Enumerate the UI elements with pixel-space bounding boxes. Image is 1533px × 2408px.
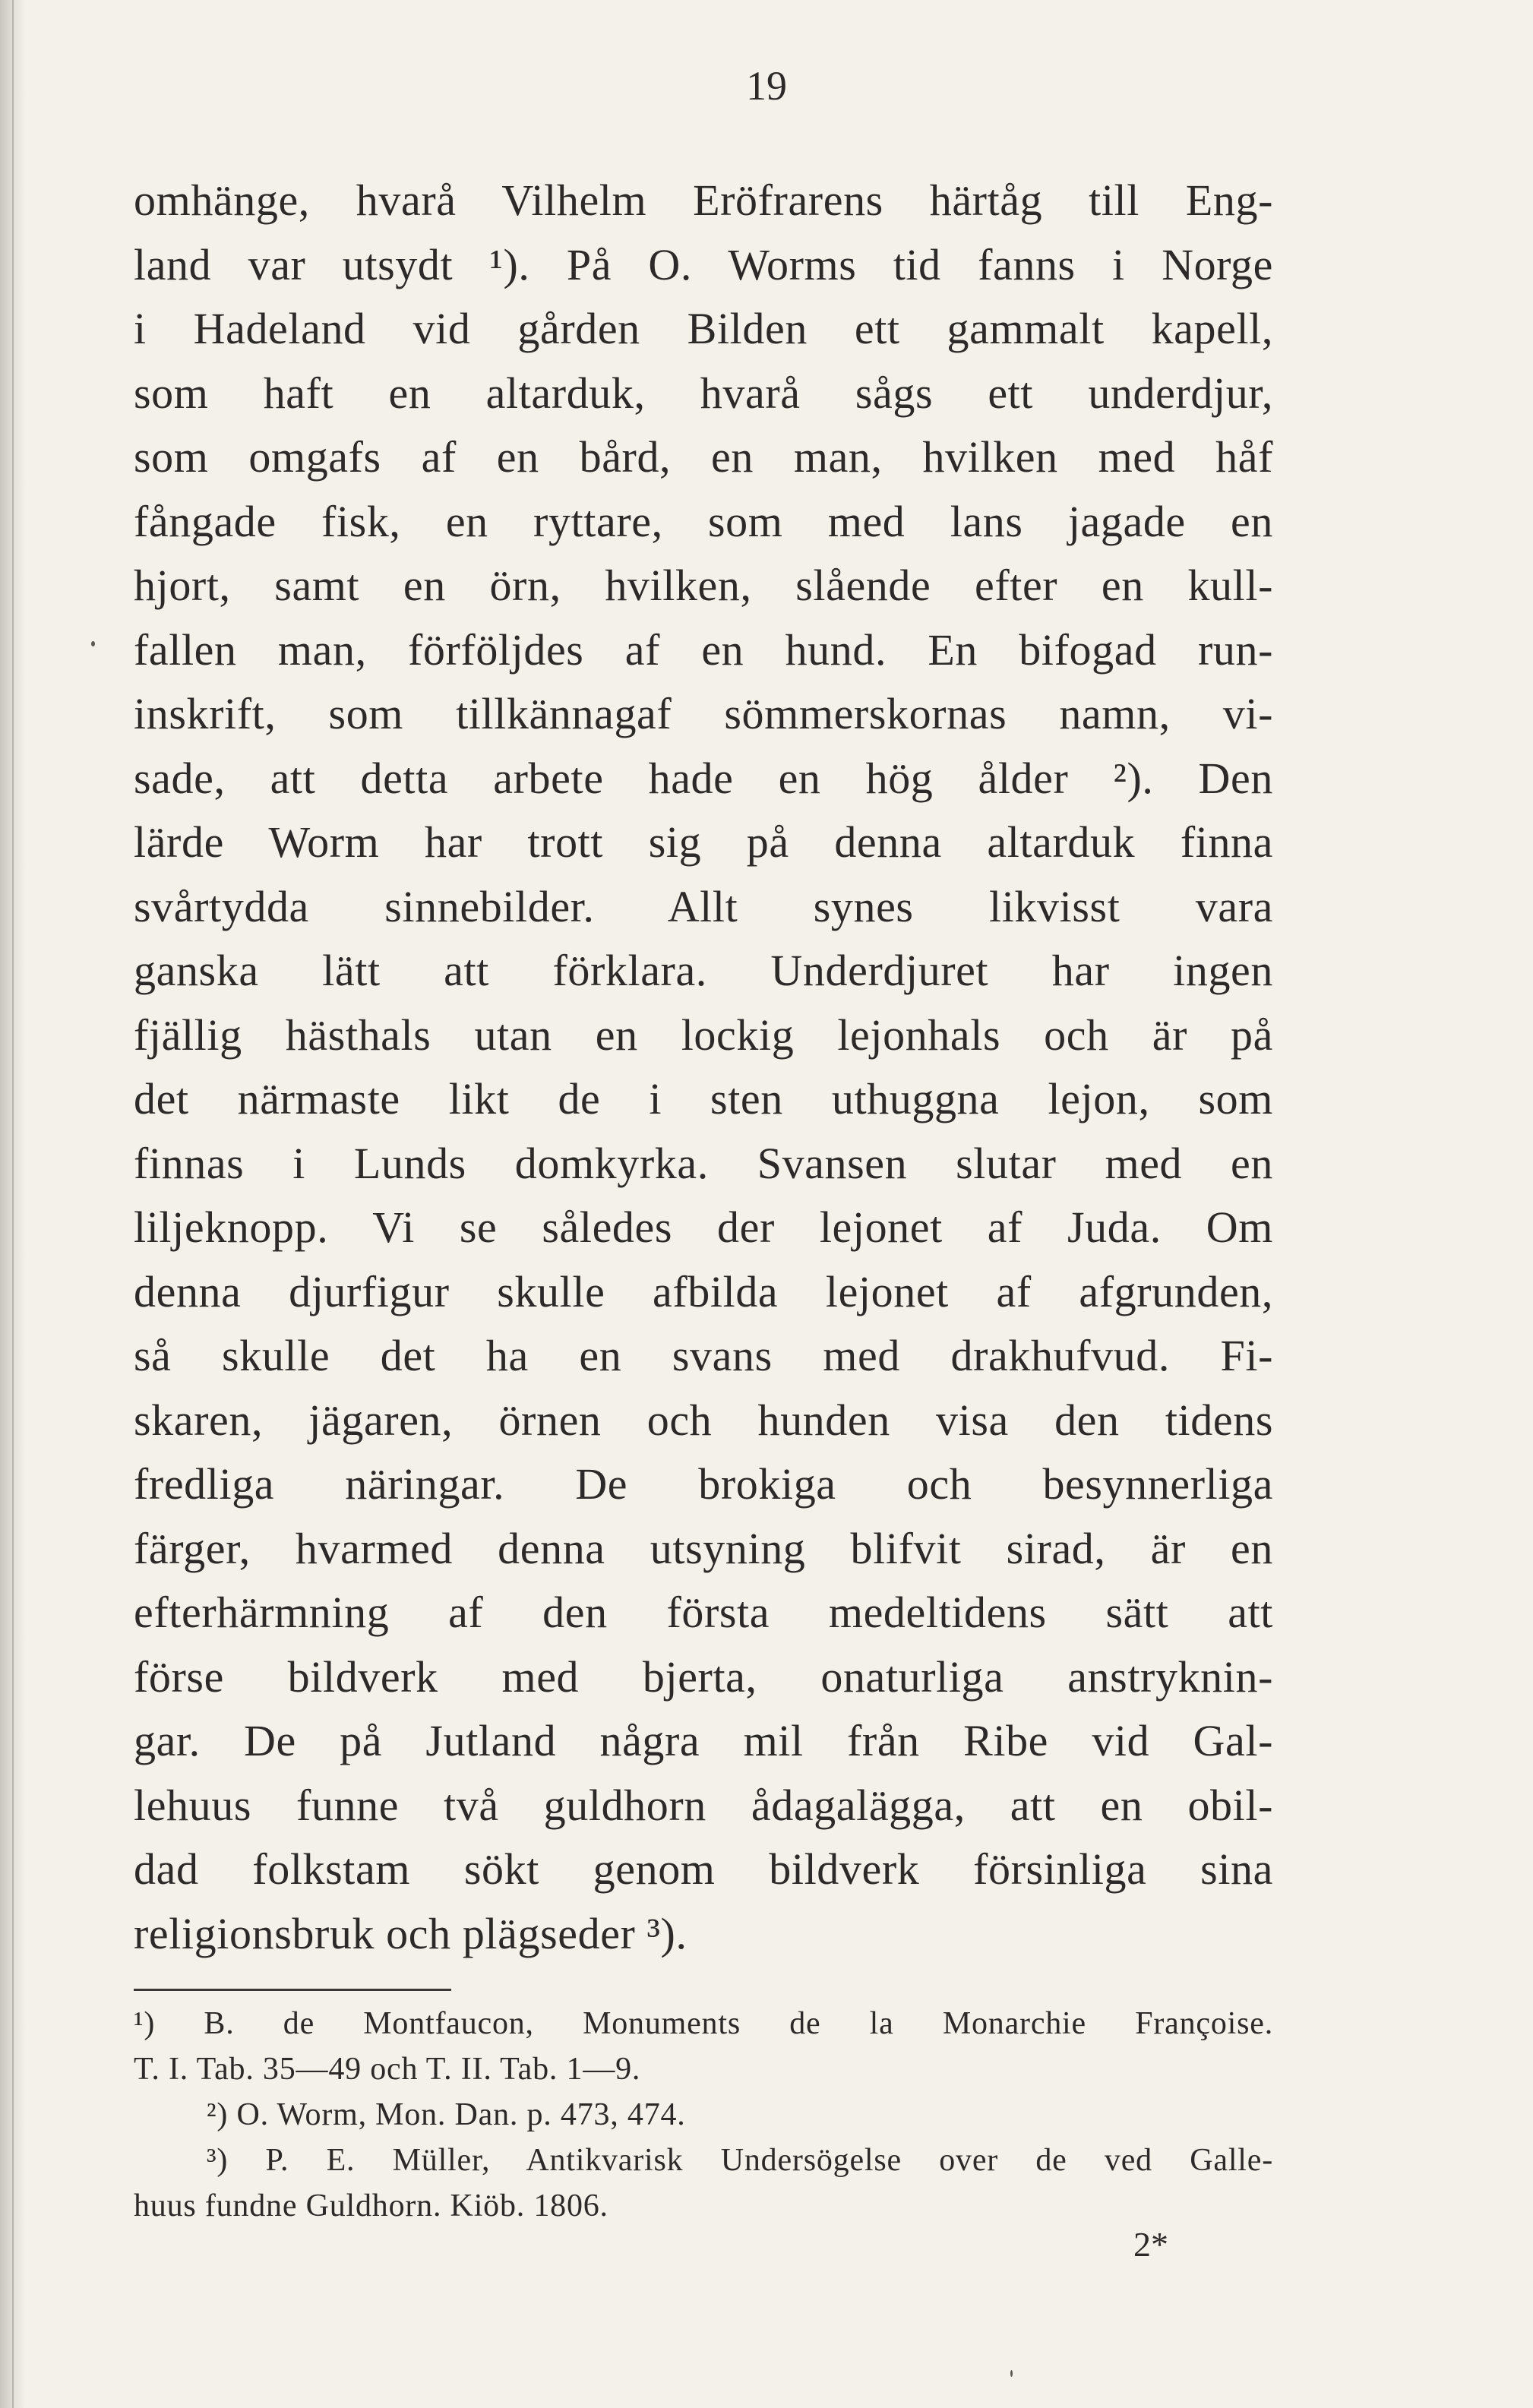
signature-mark: 2* <box>1133 2225 1168 2264</box>
text-line: denna djurfigur skulle afbilda lejonet af afgrunden, <box>134 1266 1273 1316</box>
text-line: dad folkstam sökt genom bildverk försinliga sina <box>134 1844 1273 1894</box>
text-line: finnas i Lunds domkyrka. Svansen slutar med en <box>134 1138 1273 1188</box>
footnotes <box>134 2001 1273 2229</box>
footnote-line: huus fundne Guldhorn. Kiöb. 1806. <box>134 2188 608 2223</box>
text-line: som haft en altarduk, hvarå sågs ett underdjur, <box>134 368 1273 418</box>
text-line: religionsbruk och plägseder ³). <box>134 1908 687 1958</box>
text-line: fjällig hästhals utan en lockig lejonhals och är på <box>134 1010 1273 1060</box>
text-line: inskrift, som tillkännagaf sömmerskornas namn, vi- <box>134 689 1273 738</box>
footnote-line: ²) O. Worm, Mon. Dan. p. 473, 474. <box>207 2097 686 2132</box>
text-line: hjort, samt en örn, hvilken, slående efter en kull- <box>134 561 1273 610</box>
footnote-divider <box>134 1989 451 1991</box>
text-line: gar. De på Jutland några mil från Ribe vid Gal- <box>134 1716 1273 1765</box>
text-line: så skulle det ha en svans med drakhufvud. Fi- <box>134 1331 1273 1380</box>
body-text <box>134 169 1273 1966</box>
text-line: omhänge, hvarå Vilhelm Eröfrarens härtåg till Eng- <box>134 175 1273 225</box>
text-line: fallen man, förföljdes af en hund. En bifogad run- <box>134 624 1273 675</box>
text-line: svårtydda sinnebilder. Allt synes likvisst vara <box>134 881 1273 931</box>
page-binding-edge <box>12 0 14 2408</box>
footnote-line: T. I. Tab. 35—49 och T. II. Tab. 1—9. <box>134 2052 641 2087</box>
text-line: land var utsydt ¹). På O. Worms tid fanns i Norge <box>134 239 1273 289</box>
text-line: fångade fisk, en ryttare, som med lans jagade en <box>134 496 1273 546</box>
text-line: lärde Worm har trott sig på denna altarduk finna <box>134 817 1273 867</box>
footnote-line: ³) P. E. Müller, Antikvarisk Undersögelse over de ved Galle- <box>207 2143 1273 2178</box>
text-line: förse bildverk med bjerta, onaturliga anstryknin- <box>134 1651 1273 1702</box>
paper-speck <box>91 641 95 646</box>
text-line: det närmaste likt de i sten uthuggna lejon, som <box>134 1074 1273 1123</box>
page-number: 19 <box>746 63 787 109</box>
text-line: efterhärmning af den första medeltidens sätt att <box>134 1588 1273 1637</box>
text-line: i Hadeland vid gården Bilden ett gammalt kapell, <box>134 304 1273 353</box>
text-line: som omgafs af en bård, en man, hvilken med håf <box>134 432 1273 482</box>
text-line: ganska lätt att förklara. Underdjuret har ingen <box>134 946 1273 995</box>
text-line: lehuus funne två guldhorn ådagalägga, att en obil- <box>134 1780 1273 1830</box>
text-line: fredliga näringar. De brokiga och besynnerliga <box>134 1459 1273 1509</box>
footnote-line: ¹) B. de Montfaucon, Monuments de la Monarchie Françoise. <box>134 2006 1273 2041</box>
text-line: liljeknopp. Vi se således der lejonet af Juda. Om <box>134 1202 1273 1252</box>
text-line: sade, att detta arbete hade en hög ålder ²). Den <box>134 753 1273 803</box>
paper-speck <box>1010 2370 1013 2377</box>
text-line: skaren, jägaren, örnen och hunden visa den tidens <box>134 1395 1273 1445</box>
text-line: färger, hvarmed denna utsyning blifvit sirad, är en <box>134 1523 1273 1573</box>
